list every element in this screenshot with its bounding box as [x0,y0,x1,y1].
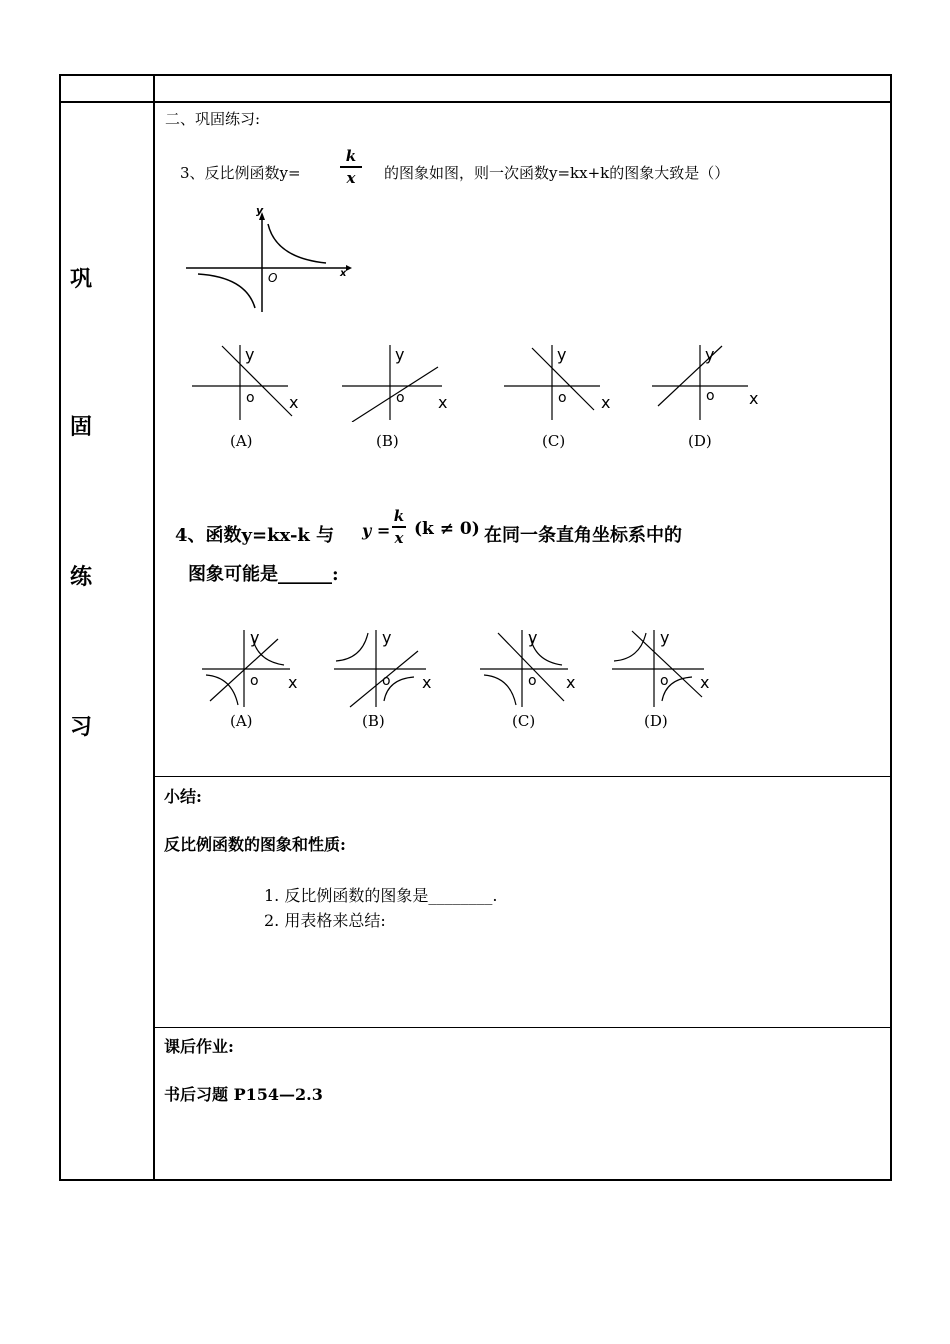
q4-opt-a-y: y [250,628,260,647]
q4-opt-d-y: y [660,628,670,647]
q3-option-d-graph[interactable] [648,340,773,422]
side-label-char: 习 [70,715,93,740]
q3-option-c-label: (C) [542,432,566,450]
row-divider-summary [154,776,891,777]
q4-fraction [392,507,406,547]
table-border-top [59,74,892,76]
q3-option-d-label: (D) [688,432,712,450]
q3-opt-c-o: o [558,390,567,406]
q3-opt-c-x: x [601,393,611,412]
summary-title: 小结: [164,787,202,806]
q4-option-c-graph[interactable] [476,625,591,710]
q3-opt-c-y: y [557,345,567,364]
table-border-bottom [59,1179,892,1181]
q4-eq-lhs: y = [362,521,391,540]
q4-option-b-graph[interactable] [330,625,445,710]
q3-prefix: 3、反比例函数y= [180,164,301,182]
q3-opt-d-y: y [705,345,715,364]
q4-opt-b-o: o [382,673,391,689]
q4-opt-a-o: o [250,673,259,689]
q3-hyperbola-graph [180,200,360,315]
q4-opt-c-x: x [566,673,576,692]
q3-opt-d-o: o [706,388,715,404]
side-label-char: 练 [70,565,93,590]
row-divider-homework [154,1027,891,1028]
q3-option-c-graph[interactable] [500,340,625,422]
q4-frac-bar [392,526,406,528]
q4-frac-den: x [394,528,404,547]
q3-suffix: 的图象如图，则一次函数y=kx+k的图象大致是（） [384,164,730,182]
q3-option-a-graph[interactable] [188,340,308,422]
q4-option-b-label: (B) [362,712,385,730]
q3-fraction [340,147,362,187]
q3-opt-b-y: y [395,345,405,364]
homework-title: 课后作业: [164,1037,234,1056]
q4-prefix: 4、函数y=kx-k 与 [175,525,335,546]
q3-opt-a-x: x [289,393,299,412]
q3-frac-bar [340,166,362,168]
practice-header: 二、巩固练习: [165,110,261,128]
q4-option-c-label: (C) [512,712,536,730]
q3-option-b-graph[interactable] [338,340,463,422]
q4-opt-b-x: x [422,673,432,692]
q3-frac-num: k [345,147,357,165]
table-border-header-bottom [59,101,892,103]
q4-opt-b-y: y [382,628,392,647]
q4-opt-a-x: x [288,673,298,692]
q3-opt-b-o: o [396,390,405,406]
q4-line2: 图象可能是______: [188,564,339,585]
table-border-left [59,74,61,1181]
q3-opt-a-y: y [245,345,255,364]
q4-opt-c-y: y [528,628,538,647]
summary-item-2: 2. 用表格来总结: [264,911,386,930]
q3-option-b-label: (B) [376,432,399,450]
q3-graph-origin: O [268,271,278,285]
q4-opt-c-o: o [528,673,537,689]
q3-opt-a-o: o [246,390,255,406]
side-label-char: 固 [70,415,93,440]
table-border-right [890,74,892,1181]
q4-option-a-graph[interactable] [198,625,308,710]
q3-frac-den: x [346,168,356,187]
q4-option-d-graph[interactable] [608,625,723,710]
q4-frac-num: k [393,507,405,525]
side-label-char: 巩 [70,267,93,292]
q4-condition: (k ≠ 0) [414,519,480,539]
q3-graph-x-label: x [340,268,347,279]
q3-option-a-label: (A) [230,432,253,450]
summary-subtitle: 反比例函数的图象和性质: [164,835,346,854]
q3-opt-d-x: x [749,389,759,408]
q3-graph-y-label: y [256,204,264,217]
table-border-mid [153,74,155,1181]
summary-item-1: 1. 反比例函数的图象是________. [264,886,498,905]
q4-option-a-label: (A) [230,712,253,730]
q4-opt-d-o: o [660,673,669,689]
q4-option-d-label: (D) [644,712,668,730]
q4-suffix: 在同一条直角坐标系中的 [484,525,682,546]
q3-opt-b-x: x [438,393,448,412]
homework-content: 书后习题 P154—2.3 [164,1085,323,1104]
q4-opt-d-x: x [700,673,710,692]
